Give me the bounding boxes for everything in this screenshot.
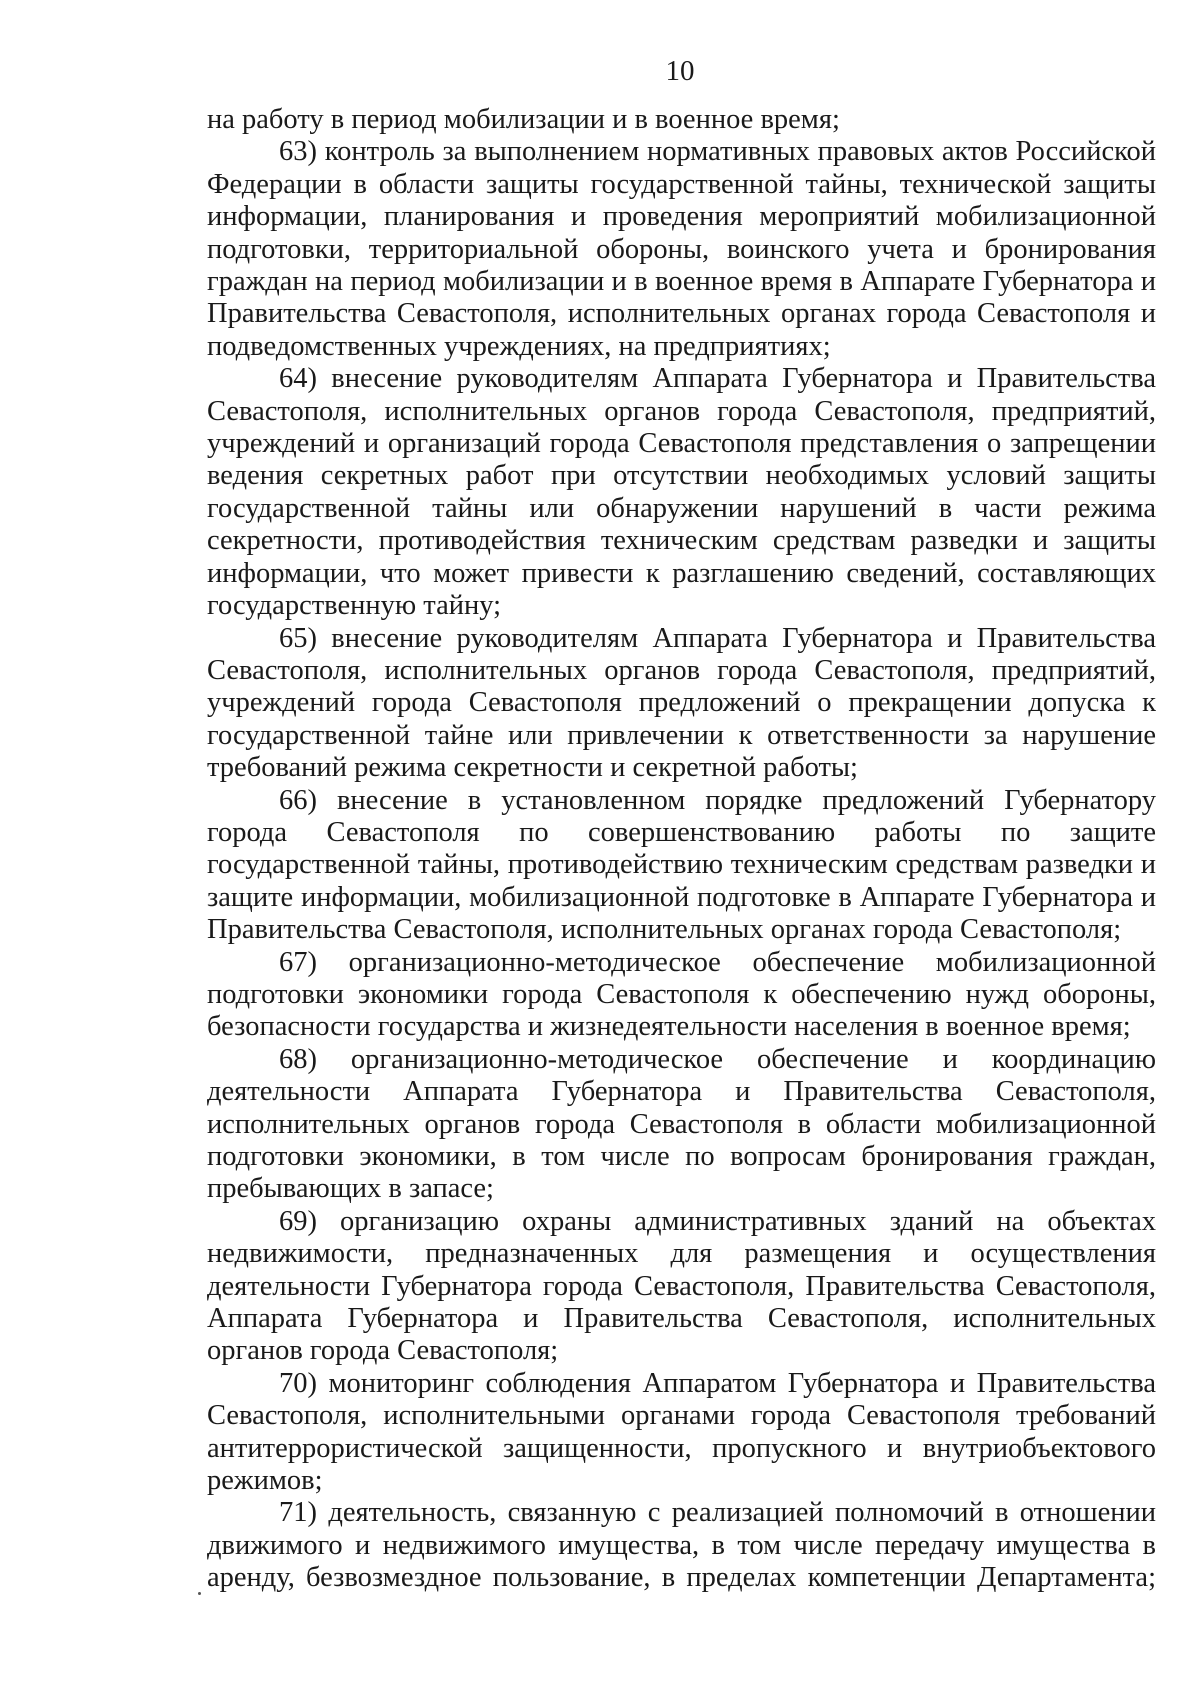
paragraph-continuation: на работу в период мобилизации и в военное время; (207, 104, 840, 135)
paragraph-item-68: 68) организационно-методическое обеспечение и координацию деятельности Аппарата Губернатора и Правительства Севастополя, исполнительных органов города Севастополя в области мобилизационной подготовки экономики, в том числе по вопросам бронирования граждан, пребывающих в запасе; (207, 1043, 1156, 1205)
paragraph-item-69: 69) организацию охраны административных зданий на объектах недвижимости, предназначенных для размещения и осуществления деятельности Губернатора города Севастополя, Правительства Севастополя, Аппарата Губернатора и Правительства Севастополя, исполнительных органов города Севастополя; (207, 1205, 1156, 1367)
paragraph-item-65: 65) внесение руководителям Аппарата Губернатора и Правительства Севастополя, исполнительных органов города Севастополя, предприятий, учреждений города Севастополя предложений о прекращении допуска к государственной тайне или привлечении к ответственности за нарушение требований режима секретности и секретной работы; (207, 622, 1156, 784)
paragraph-item-67: 67) организационно-методическое обеспечение мобилизационной подготовки экономики города Севастополя к обеспечению нужд обороны, безопасности государства и жизнедеятельности населения в военное время; (207, 946, 1156, 1043)
paragraph-item-70: 70) мониторинг соблюдения Аппаратом Губернатора и Правительства Севастополя, исполнительными органами города Севастополя требований антитеррористической защищенности, пропускного и внутриобъектового режимов; (207, 1367, 1156, 1497)
paragraph-item-71: 71) деятельность, связанную с реализацией полномочий в отношении движимого и недвижимого имущества, в том числе передачу имущества в аренду, безвозмездное пользование, в пределах компетенции Департамента; (207, 1497, 1156, 1594)
scan-speck (198, 1592, 201, 1595)
page-number: 10 (665, 55, 695, 87)
document-body (207, 104, 1156, 1595)
paragraph-item-64: 64) внесение руководителям Аппарата Губернатора и Правительства Севастополя, исполнительных органов города Севастополя, предприятий, учреждений и организаций города Севастополя представления о запрещении ведения секретных работ при отсутствии необходимых условий защиты государственной тайны или обнаружении нарушений в части режима секретности, противодействия техническим средствам разведки и защиты информации, что может привести к разглашению сведений, составляющих государственную тайну; (207, 363, 1156, 622)
paragraph-item-63: 63) контроль за выполнением нормативных правовых актов Российской Федерации в области защиты государственной тайны, технической защиты информации, планирования и проведения мероприятий мобилизационной подготовки, территориальной обороны, воинского учета и бронирования граждан на период мобилизации и в военное время в Аппарате Губернатора и Правительства Севастополя, исполнительных органах города Севастополя и подведомственных учреждениях, на предприятиях; (207, 136, 1156, 362)
paragraph-item-66: 66) внесение в установленном порядке предложений Губернатору города Севастополя по совершенствованию работы по защите государственной тайны, противодействию техническим средствам разведки и защите информации, мобилизационной подготовке в Аппарате Губернатора и Правительства Севастополя, исполнительных органах города Севастополя; (207, 784, 1156, 946)
